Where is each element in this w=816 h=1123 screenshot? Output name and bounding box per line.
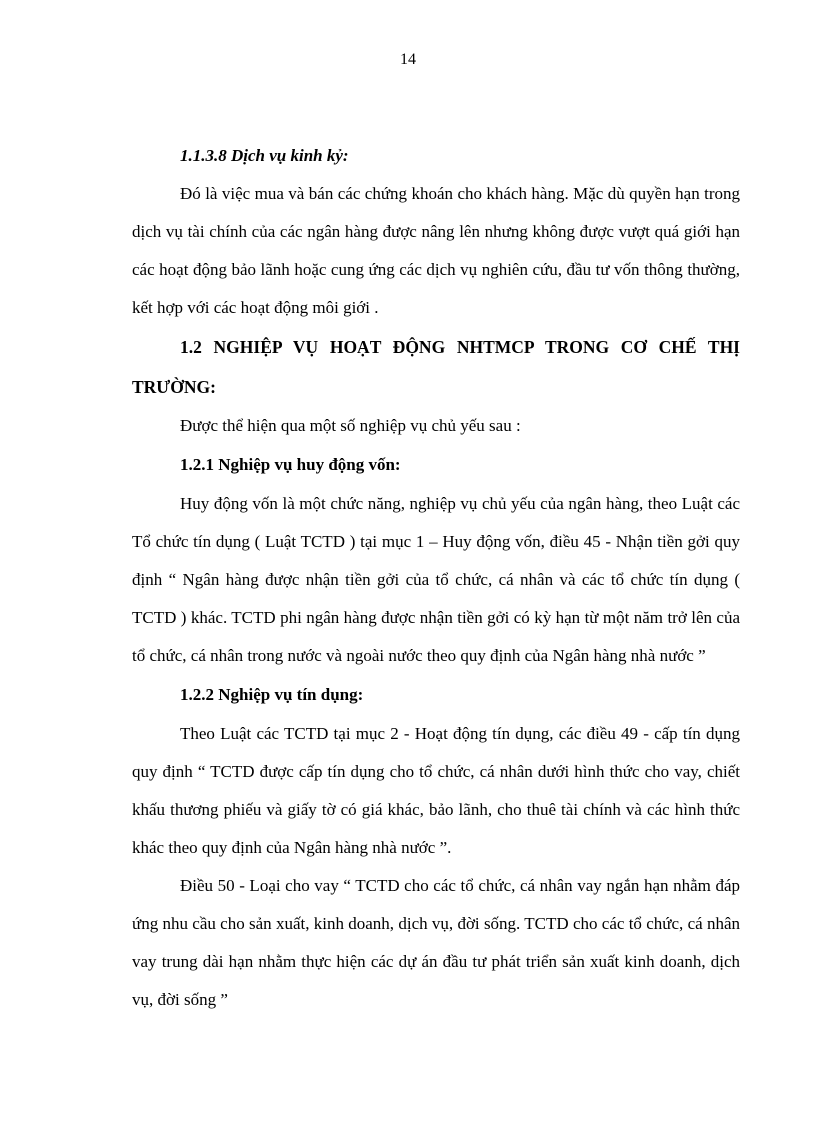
paragraph-section-intro: Được thể hiện qua một số nghiệp vụ chủ yếu sau : bbox=[180, 416, 521, 435]
paragraph-credit-law: Theo Luật các TCTD tại mục 2 - Hoạt động tín dụng, các điều 49 - cấp tín dụng quy định “ TCTD được cấp tín dụng cho tổ chức, cá nhân dưới hình thức cho vay, chiết khấu thương phiếu và giấy tờ có giá khác, bảo lãnh, cho thuê tài chính và các hình thức khác theo quy định của Ngân hàng nhà nước ”. bbox=[132, 724, 740, 857]
page-number: 14 bbox=[400, 51, 416, 68]
heading-1-1-3-8: 1.1.3.8 Dịch vụ kinh kỷ: bbox=[180, 146, 349, 165]
heading-1-2-1: 1.2.1 Nghiệp vụ huy động vốn: bbox=[180, 455, 401, 474]
document-body bbox=[132, 137, 740, 1019]
heading-1-2: 1.2 NGHIỆP VỤ HOẠT ĐỘNG NHTMCP TRONG CƠ CHẾ THỊ TRƯỜNG: bbox=[132, 337, 740, 397]
paragraph-article-50: Điều 50 - Loại cho vay “ TCTD cho các tổ chức, cá nhân vay ngắn hạn nhằm đáp ứng nhu cầu cho sản xuất, kinh doanh, dịch vụ, đời sống. TCTD cho các tổ chức, cá nhân vay trung dài hạn nhằm thực hiện các dự án đầu tư phát triển sản xuất kinh doanh, dịch vụ, đời sống ” bbox=[132, 876, 740, 1009]
paragraph-capital-mobilization: Huy động vốn là một chức năng, nghiệp vụ chủ yếu của ngân hàng, theo Luật các Tổ chức tín dụng ( Luật TCTD ) tại mục 1 – Huy động vốn, điều 45 - Nhận tiền gởi quy định “ Ngân hàng được nhận tiền gởi của tổ chức, cá nhân và các tổ chức tín dụng ( TCTD ) khác. TCTD phi ngân hàng được nhận tiền gởi có kỳ hạn từ một năm trở lên của tổ chức, cá nhân trong nước và ngoài nước theo quy định của Ngân hàng nhà nước ” bbox=[132, 494, 740, 665]
paragraph-brokerage-service: Đó là việc mua và bán các chứng khoán cho khách hàng. Mặc dù quyền hạn trong dịch vụ tài chính của các ngân hàng được nâng lên nhưng không được vượt quá giới hạn các hoạt động bảo lãnh hoặc cung ứng các dịch vụ nghiên cứu, đầu tư vốn thông thường, kết hợp với các hoạt động môi giới . bbox=[132, 184, 740, 317]
heading-1-2-2: 1.2.2 Nghiệp vụ tín dụng: bbox=[180, 685, 364, 704]
